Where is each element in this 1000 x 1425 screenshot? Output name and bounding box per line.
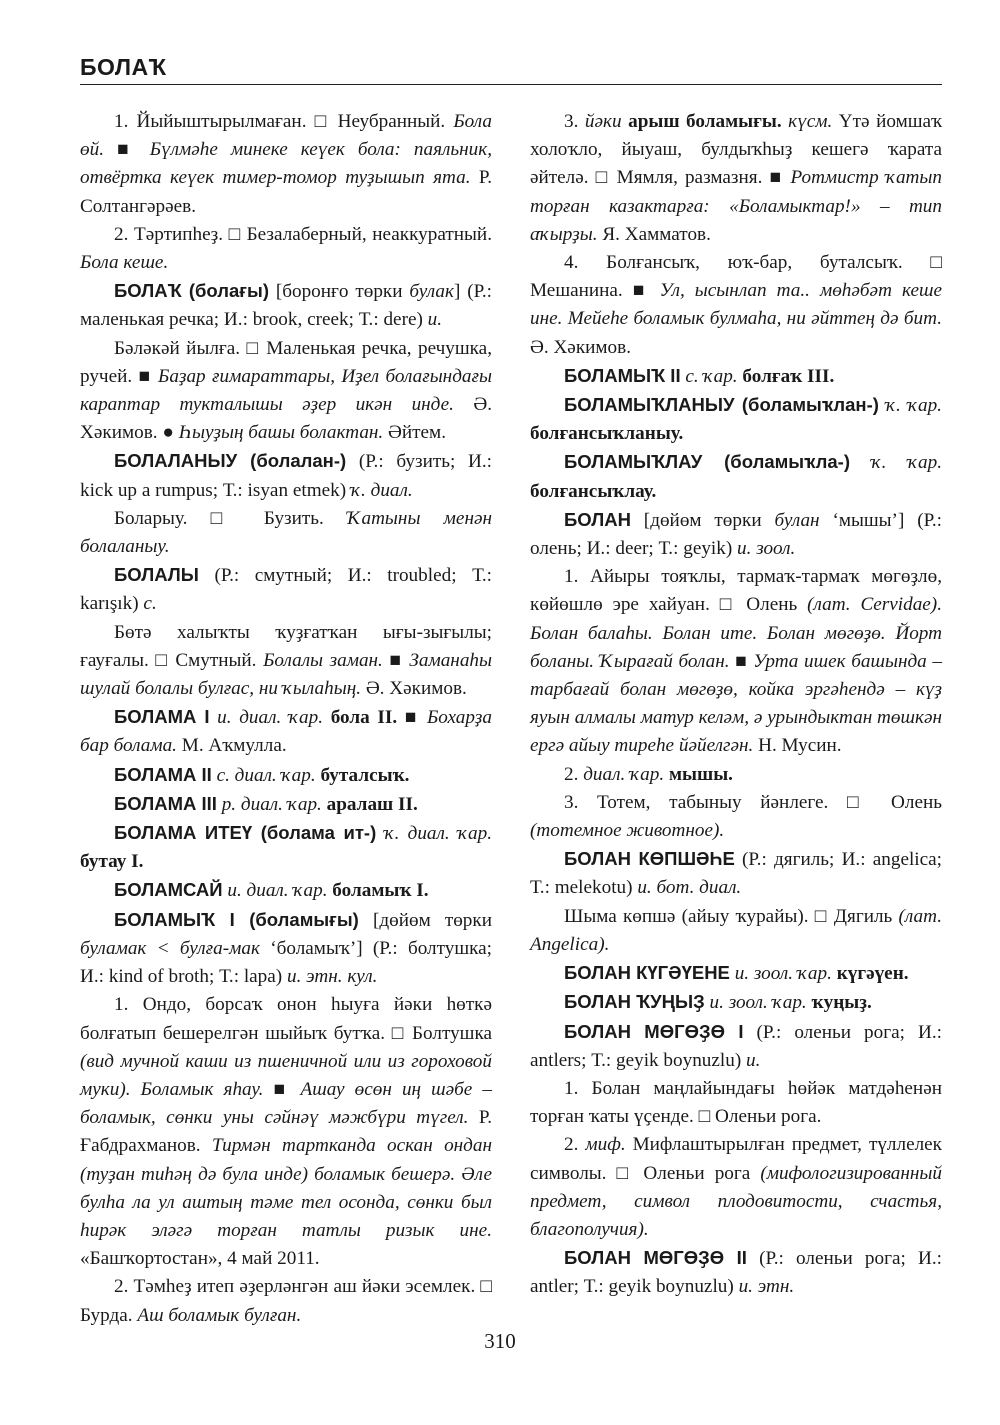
entry-headword: БОЛАМСАЙ и. диал. ҡар. боламыҡ I. [114,879,429,902]
entry-headword: БОЛАМА III р. диал. ҡар. аралаш II. [114,792,418,815]
entry-headword: БОЛАН МӨГӨҘӨ II (Р.: оленьи рога; И.: antler; Т.: geyik boynuzlu) и. этн. [530,1247,942,1298]
running-head: БОЛАҠ [80,54,167,80]
entry-sense: 2. Тәртипһеҙ. □ Безалаберный, неаккуратный. Бола кеше. [80,223,492,274]
entry-headword: БОЛАЛАНЫУ (болалан-) (Р.: бузить; И.: kick up a rumpus; Т.: isyan etmek) ҡ. диал. [80,450,492,501]
entry-headword: БОЛАМЫҠЛАНЫУ (боламыҡлан-) ҡ. ҡар. болғансыҡланыу. [530,394,942,445]
entry-headword: БОЛАН ҠУҢЫҘ и. зоол. ҡар. ҡуңыҙ. [564,991,872,1014]
entry-headword: БОЛАМЫҠ I (боламығы) [дөйөм төрки буламак < булға-мак ‘боламыҡ’] (Р.: болтушка; И.: kind of broth; Т.: lapa) и. этн. кул. [80,908,493,988]
entry-sense: 3. йәки арыш боламығы. күсм. Үтә йомшаҡ холоҡло, йыуаш, булдыҡһыҙ кешегә ҡарата әйтелә. □ Мямля, размазня. ■ Ротмистр ҡатып торған казактарға: «Боламыктар!» – тип аҡырҙы. Я. Хамматов. [530,111,943,245]
entry-sense: 4. Болғансыҡ, юҡ-бар, буталсыҡ. □ Мешанина. ■ Ул, ысынлап та.. мөһәбәт кеше ине. Мейеһе боламык булмаһа, ни әйттең дә бит. Ә. Хәкимов. [530,252,942,358]
entry-sense: Бәләкәй йылға. □ Маленькая речка, речушка, ручей. ■ Баҙар ғимараттары, Иҙел болағындағы караптар тукталышы әҙер икән инде. Ә. Хәкимов. ● Һыуҙың башы болактан. Әйтем. [80,337,492,444]
entry-sense: 3. Тотем, табыныу йәнлеге. □ Олень (тотемное животное). [530,791,942,842]
entry-sense: 1. Ондо, борсаҡ онон һыуға йәки һөткә болғатып бешерелгән шыйыҡ бутҡа. □ Болтушка (вид мучной каши из пшеничной или из гороховой муки). Боламык яһау. ■ Ашау өсөн иң шәбе – боламык, сөнки уны сәйнәү мәжбүри түгел. Р. Ғабдрахманов. Тирмән тартканда оскан ондан (туҙан тиһәң дә була инде) боламык бешерә. Әле булһа ла ул аштың тәме тел осонда, сөнки был һирәк эләгә торған татлы ризык ине. «Башҡортостан», 4 май 2011. [80,994,493,1270]
entry-headword: БОЛАН [дөйөм төрки булан ‘мышы’] (Р.: олень; И.: deer; Т.: geyik) и. зоол. [530,508,942,560]
entry-sense: 1. Айыры тояҡлы, тармаҡ-тармаҡ мөгөҙлө, көйөшлө эре хайуан. □ Олень (лат. Cervidae). Болан балаһы. Болан ите. Болан мөгөҙө. Йорт боланы. Ҡырағай болан. ■ Урта ишек башында – тарбағай болан мөгөҙө, койка эргәһендә – күҙ яуын алмалы матур келәм, ә урындыктан төшкән ергә айыу тиреһе йәйелгән. Н. Мусин. [530,566,942,757]
entry-headword: БОЛАМА I и. диал. ҡар. бола II. ■ Бохарҙа бар болама. М. Аҡмулла. [80,706,492,757]
entry-headword: БОЛАМЫҠЛАУ (боламыҡла-) ҡ. ҡар. болғансыҡлау. [530,451,942,502]
entry-sense: Бөтә халыҡты ҡуҙғатҡан ығы-зығылы; ғауғалы. □ Смутный. Болалы заман. ■ Заманаһы шулай болалы булғас, ни ҡылаһың. Ә. Хәкимов. [80,621,493,700]
entry-headword: БОЛАН МӨГӨҘӨ I (Р.: оленьи рога; И.: antlers; Т.: geyik boynuzlu) и. [530,1020,942,1071]
page-number: 310 [484,1329,516,1353]
entry-headword: БОЛАН КҮГӘҮЕНЕ и. зоол. ҡар. күгәүен. [564,962,909,985]
header-rule [80,84,942,85]
entry-sense: Шыма көпшә (айыу ҡурайы). □ Дягиль (лат. Angelica). [530,905,942,955]
right-column [530,108,942,1302]
entry-sense: 1. Болан маңлайындағы һөйәк матдәһенән торған ҡаты үҫенде. □ Оленьи рога. [530,1077,942,1128]
entry-headword: БОЛАҠ (болағы) [боронғо төрки булак] (Р.: маленькая речка; И.: brook, creek; Т.: dere) и. [80,280,492,331]
entry-sense: 2. Тәмһеҙ итеп әҙерләнгән аш йәки эсемлек. □ Бурда. Аш боламык булған. [80,1276,492,1326]
entry-sense: 2. диал. ҡар. мышы. [564,763,733,785]
left-column [80,108,492,1330]
entry-headword: БОЛАЛЫ (Р.: смутный; И.: troubled; Т.: karışık) с. [80,564,492,615]
entry-sense: 1. Йыйыштырылмаған. □ Неубранный. Бола өй. ■ Бүлмәһе минеке кеүек бола: паяльник, отвёртка кеүек тимер-томор туҙышып ята. Р. Солтангәрәев. [80,111,492,217]
entry-headword: БОЛАМА II с. диал. ҡар. буталсыҡ. [114,763,410,786]
entry-sense: 2. миф. Мифлаштырылған предмет, түллелек символы. □ Оленьи рога (мифологизированный предмет, символ плодовитости, счастья, благополучия). [530,1134,943,1240]
entry-headword: БОЛАМЫҠ II с. ҡар. болғаҡ III. [564,364,835,387]
entry-headword: БОЛАМА ИТЕҮ (болама ит-) ҡ. диал. ҡар. бутау I. [80,822,492,873]
entry-headword: БОЛАН КӨПШӘҺЕ (Р.: дягиль; И.: angelica; Т.: melekotu) и. бот. диал. [530,848,943,899]
entry-sense: Боларыу. □ Бузить. Ҡатыны менән болаланыу. [80,507,492,558]
